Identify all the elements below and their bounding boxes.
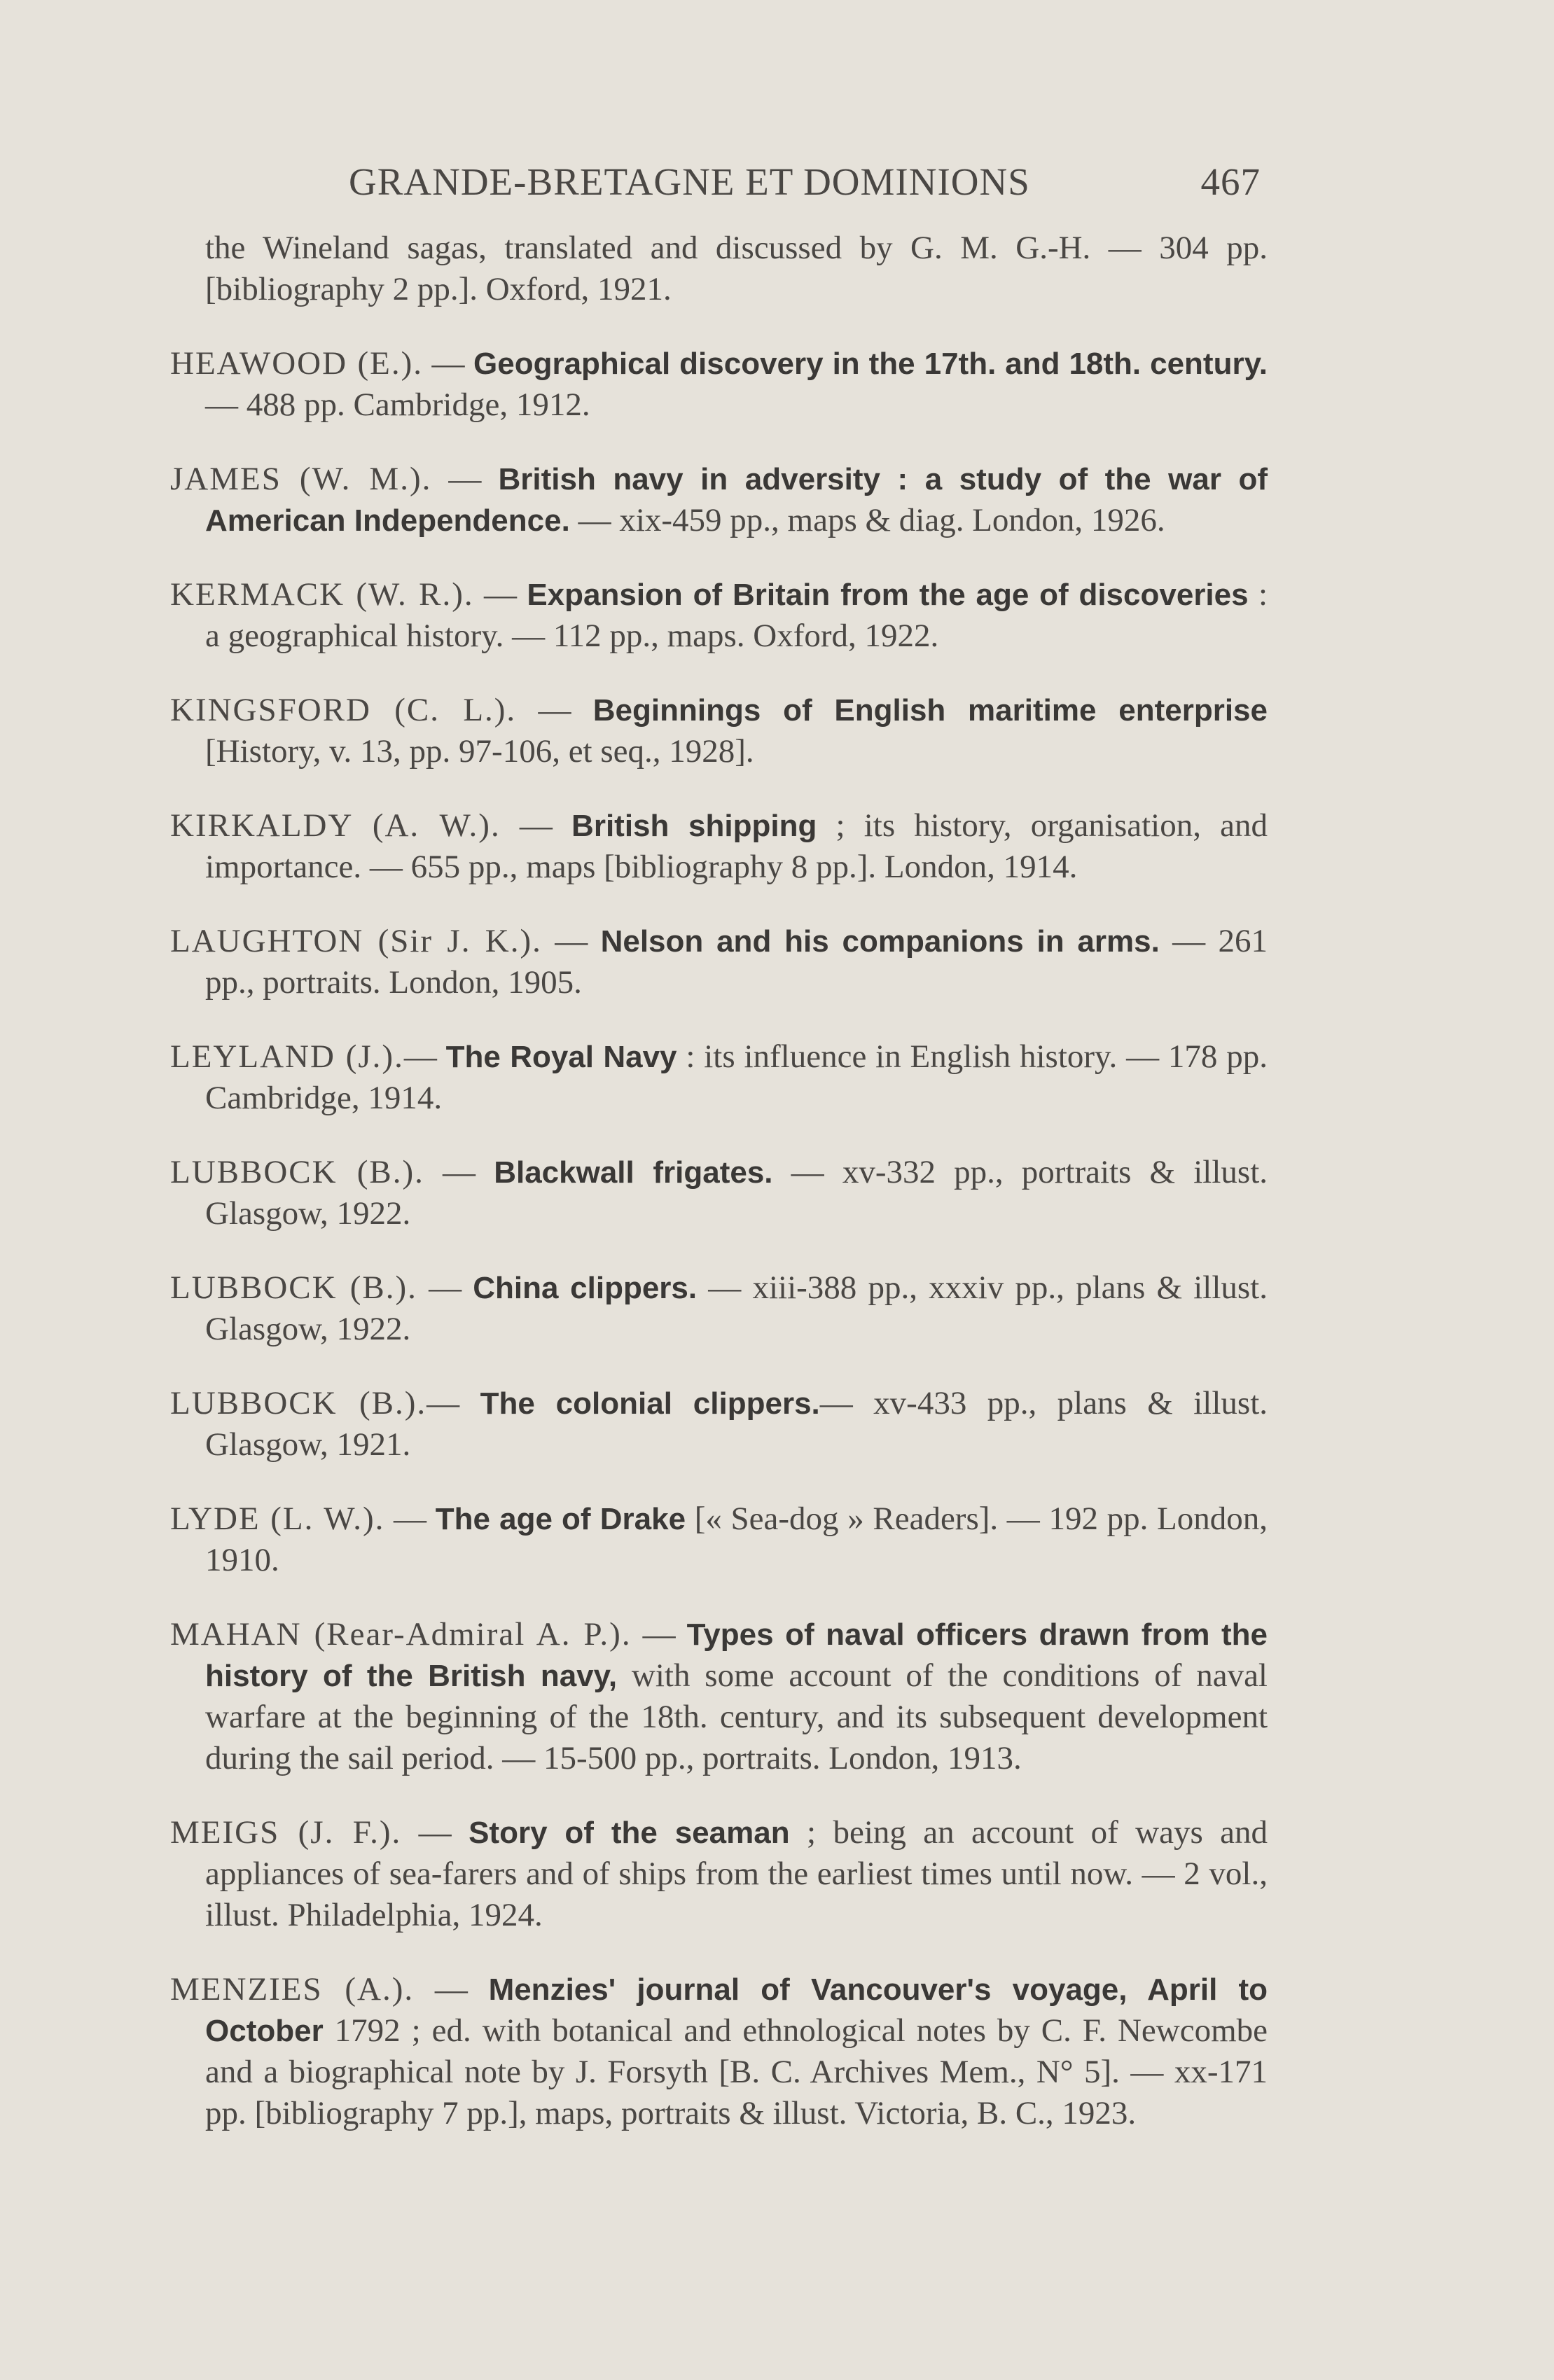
running-title: GRANDE-BRETAGNE ET DOMINIONS [349,160,1030,203]
entry-title: Nelson and his companions in arms. [600,924,1160,959]
entry-title: British shipping [571,809,817,843]
entry-title: Story of the seaman [469,1816,790,1850]
bibliography-entry: the Wineland sagas, translated and discussed by G. M. G.-H. — 304 pp. [bibliography 2 pp.]. Oxford, 1921. [205,230,1268,307]
entry-title: Types of naval officers drawn from the history of the British navy, [205,1617,1268,1693]
entry-title: China clippers. [473,1271,698,1305]
bibliography-entry: MENZIES (A.). — Menzies' journal of Vancouver's voyage, April to October 1792 ; ed. with botanical and ethnological notes by C. F. Newcombe and a biographical note by J. Forsyth [B. C. Archives Mem., N° 5]. — xx-171 pp. [bibliography 7 pp.], maps, portraits & illust. Victoria, B. C., 1923. [170,1971,1268,2131]
entry-author: MAHAN (Rear-Admiral A. P.). [170,1616,632,1652]
entry-title: Blackwall frigates. [494,1155,773,1190]
entry-author: JAMES (W. M.). [170,461,432,497]
bibliography-entry: LUBBOCK (B.). — Blackwall frigates. — xv-332 pp., portraits & illust. Glasgow, 1922. [170,1154,1268,1232]
entry-author: LUBBOCK (B.). [170,1385,427,1421]
entry-title: The Royal Navy [445,1040,677,1074]
entry-title: The age of Drake [435,1502,686,1536]
bibliography-entry: LUBBOCK (B.). — China clippers. — xiii-388 pp., xxxiv pp., plans & illust. Glasgow, 1922. [170,1269,1268,1347]
bibliography-entry: LAUGHTON (Sir J. K.). — Nelson and his companions in arms. — 261 pp., portraits. London, 1905. [170,923,1268,1001]
entry-author: LYDE (L. W.). [170,1501,385,1537]
entry-author: MEIGS (J. F.). [170,1814,402,1851]
entry-title: Geographical discovery in the 17th. and 18th. century. [473,347,1268,381]
entry-author: LEYLAND (J.). [170,1038,404,1075]
bibliography-entry: LUBBOCK (B.).— The colonial clippers.— xv-433 pp., plans & illust. Glasgow, 1921. [170,1385,1268,1463]
entry-title: Beginnings of English maritime enterprise [592,693,1268,728]
bibliography-entry: HEAWOOD (E.). — Geographical discovery in the 17th. and 18th. century. — 488 pp. Cambridge, 1912. [170,345,1268,423]
bibliography-list [170,228,1268,2149]
page-number: 467 [1200,160,1261,203]
entry-title: The colonial clippers. [480,1386,820,1421]
entry-title: Menzies' journal of Vancouver's voyage, April to October [205,1972,1268,2048]
entry-author: KINGSFORD (C. L.). [170,692,517,728]
entry-author: HEAWOOD (E.). [170,345,424,382]
bibliography-entry: JAMES (W. M.). — British navy in adversity : a study of the war of American Independence. — xix-459 pp., maps & diag. London, 1926. [170,461,1268,538]
bibliography-entry: LYDE (L. W.). — The age of Drake [« Sea-dog » Readers]. — 192 pp. London, 1910. [170,1501,1268,1578]
entry-author: KERMACK (W. R.). [170,576,474,613]
bibliography-entry: LEYLAND (J.).— The Royal Navy : its influence in English history. — 178 pp. Cambridge, 1914. [170,1038,1268,1116]
bibliography-entry: KINGSFORD (C. L.). — Beginnings of English maritime enterprise [History, v. 13, pp. 97-106, et seq., 1928]. [170,692,1268,770]
entry-title: British navy in adversity : a study of the war of American Independence. [205,462,1268,538]
entry-author: LAUGHTON (Sir J. K.). [170,923,542,959]
bibliography-entry: KERMACK (W. R.). — Expansion of Britain from the age of discoveries : a geographical history. — 112 pp., maps. Oxford, 1922. [170,576,1268,654]
entry-author: MENZIES (A.). [170,1971,415,2007]
entry-author: LUBBOCK (B.). [170,1269,417,1306]
bibliography-entry: KIRKALDY (A. W.). — British shipping ; its history, organisation, and importance. — 655 pp., maps [bibliography 8 pp.]. London, 1914. [170,807,1268,885]
bibliography-entry: MAHAN (Rear-Admiral A. P.). — Types of naval officers drawn from the history of the British navy, with some account of the conditions of naval warfare at the beginning of the 18th. century, and its subsequent development during the sail period. — 15-500 pp., portraits. London, 1913. [170,1616,1268,1776]
entry-title: Expansion of Britain from the age of discoveries [527,578,1249,612]
entry-author: LUBBOCK (B.). [170,1154,424,1190]
entry-author: KIRKALDY (A. W.). [170,807,501,844]
bibliography-entry: MEIGS (J. F.). — Story of the seaman ; being an account of ways and appliances of sea-farers and of ships from the earliest times until now. — 2 vol., illust. Philadelphia, 1924. [170,1814,1268,1933]
